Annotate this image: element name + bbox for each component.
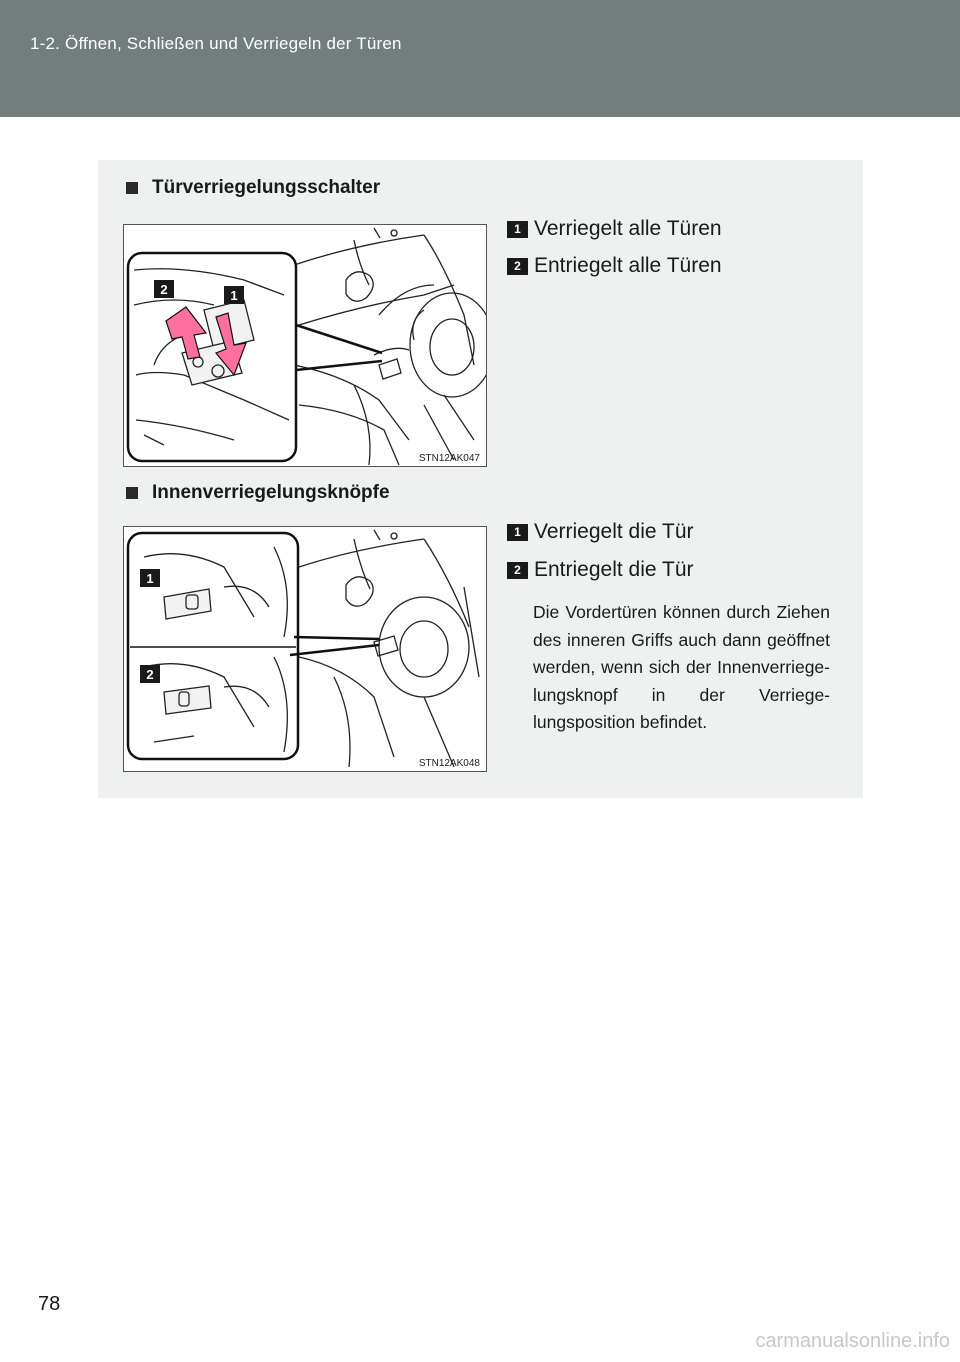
figure-door-lock-switch: [123, 224, 487, 467]
figure-code: STN12AK047: [418, 453, 480, 464]
square-bullet-icon: [126, 487, 138, 499]
page-header: [0, 0, 960, 117]
callout-2: 2: [160, 282, 168, 297]
section-title-door-lock-switch: Türverriegelungsschalter: [126, 177, 380, 199]
chapter-title: 1-2. Öffnen, Schließen und Verriegeln der Türen: [30, 34, 402, 53]
figure-code: STN12AK048: [418, 758, 480, 769]
legend-item-lock-door: 1 Verriegelt die Tür: [507, 520, 694, 544]
legend-item-unlock-all: 2 Entriegelt alle Türen: [507, 254, 722, 278]
square-bullet-icon: [126, 182, 138, 194]
door-lock-switch-illustration: [124, 225, 486, 466]
legend-item-lock-all: 1 Verriegelt alle Türen: [507, 217, 722, 241]
callout-1: 1: [146, 571, 154, 586]
inside-lock-buttons-illustration: [124, 527, 486, 771]
page-number: 78: [38, 1293, 61, 1315]
legend-item-unlock-door: 2 Entriegelt die Tür: [507, 558, 694, 582]
callout-2: 2: [146, 667, 154, 682]
note-text: Die Vordertüren können durch Ziehen des inneren Griffs auch dann geöffnet werden, wenn sich der Innenverriege-lungsknopf in der Verriege-lungsposition befindet.: [533, 602, 830, 732]
figure-inside-lock-buttons: [123, 526, 487, 772]
callout-1: 1: [230, 288, 238, 303]
watermark: carmanualsonline.info: [755, 1330, 950, 1352]
section-title-inside-lock-buttons: Innenverriegelungsknöpfe: [126, 482, 390, 504]
